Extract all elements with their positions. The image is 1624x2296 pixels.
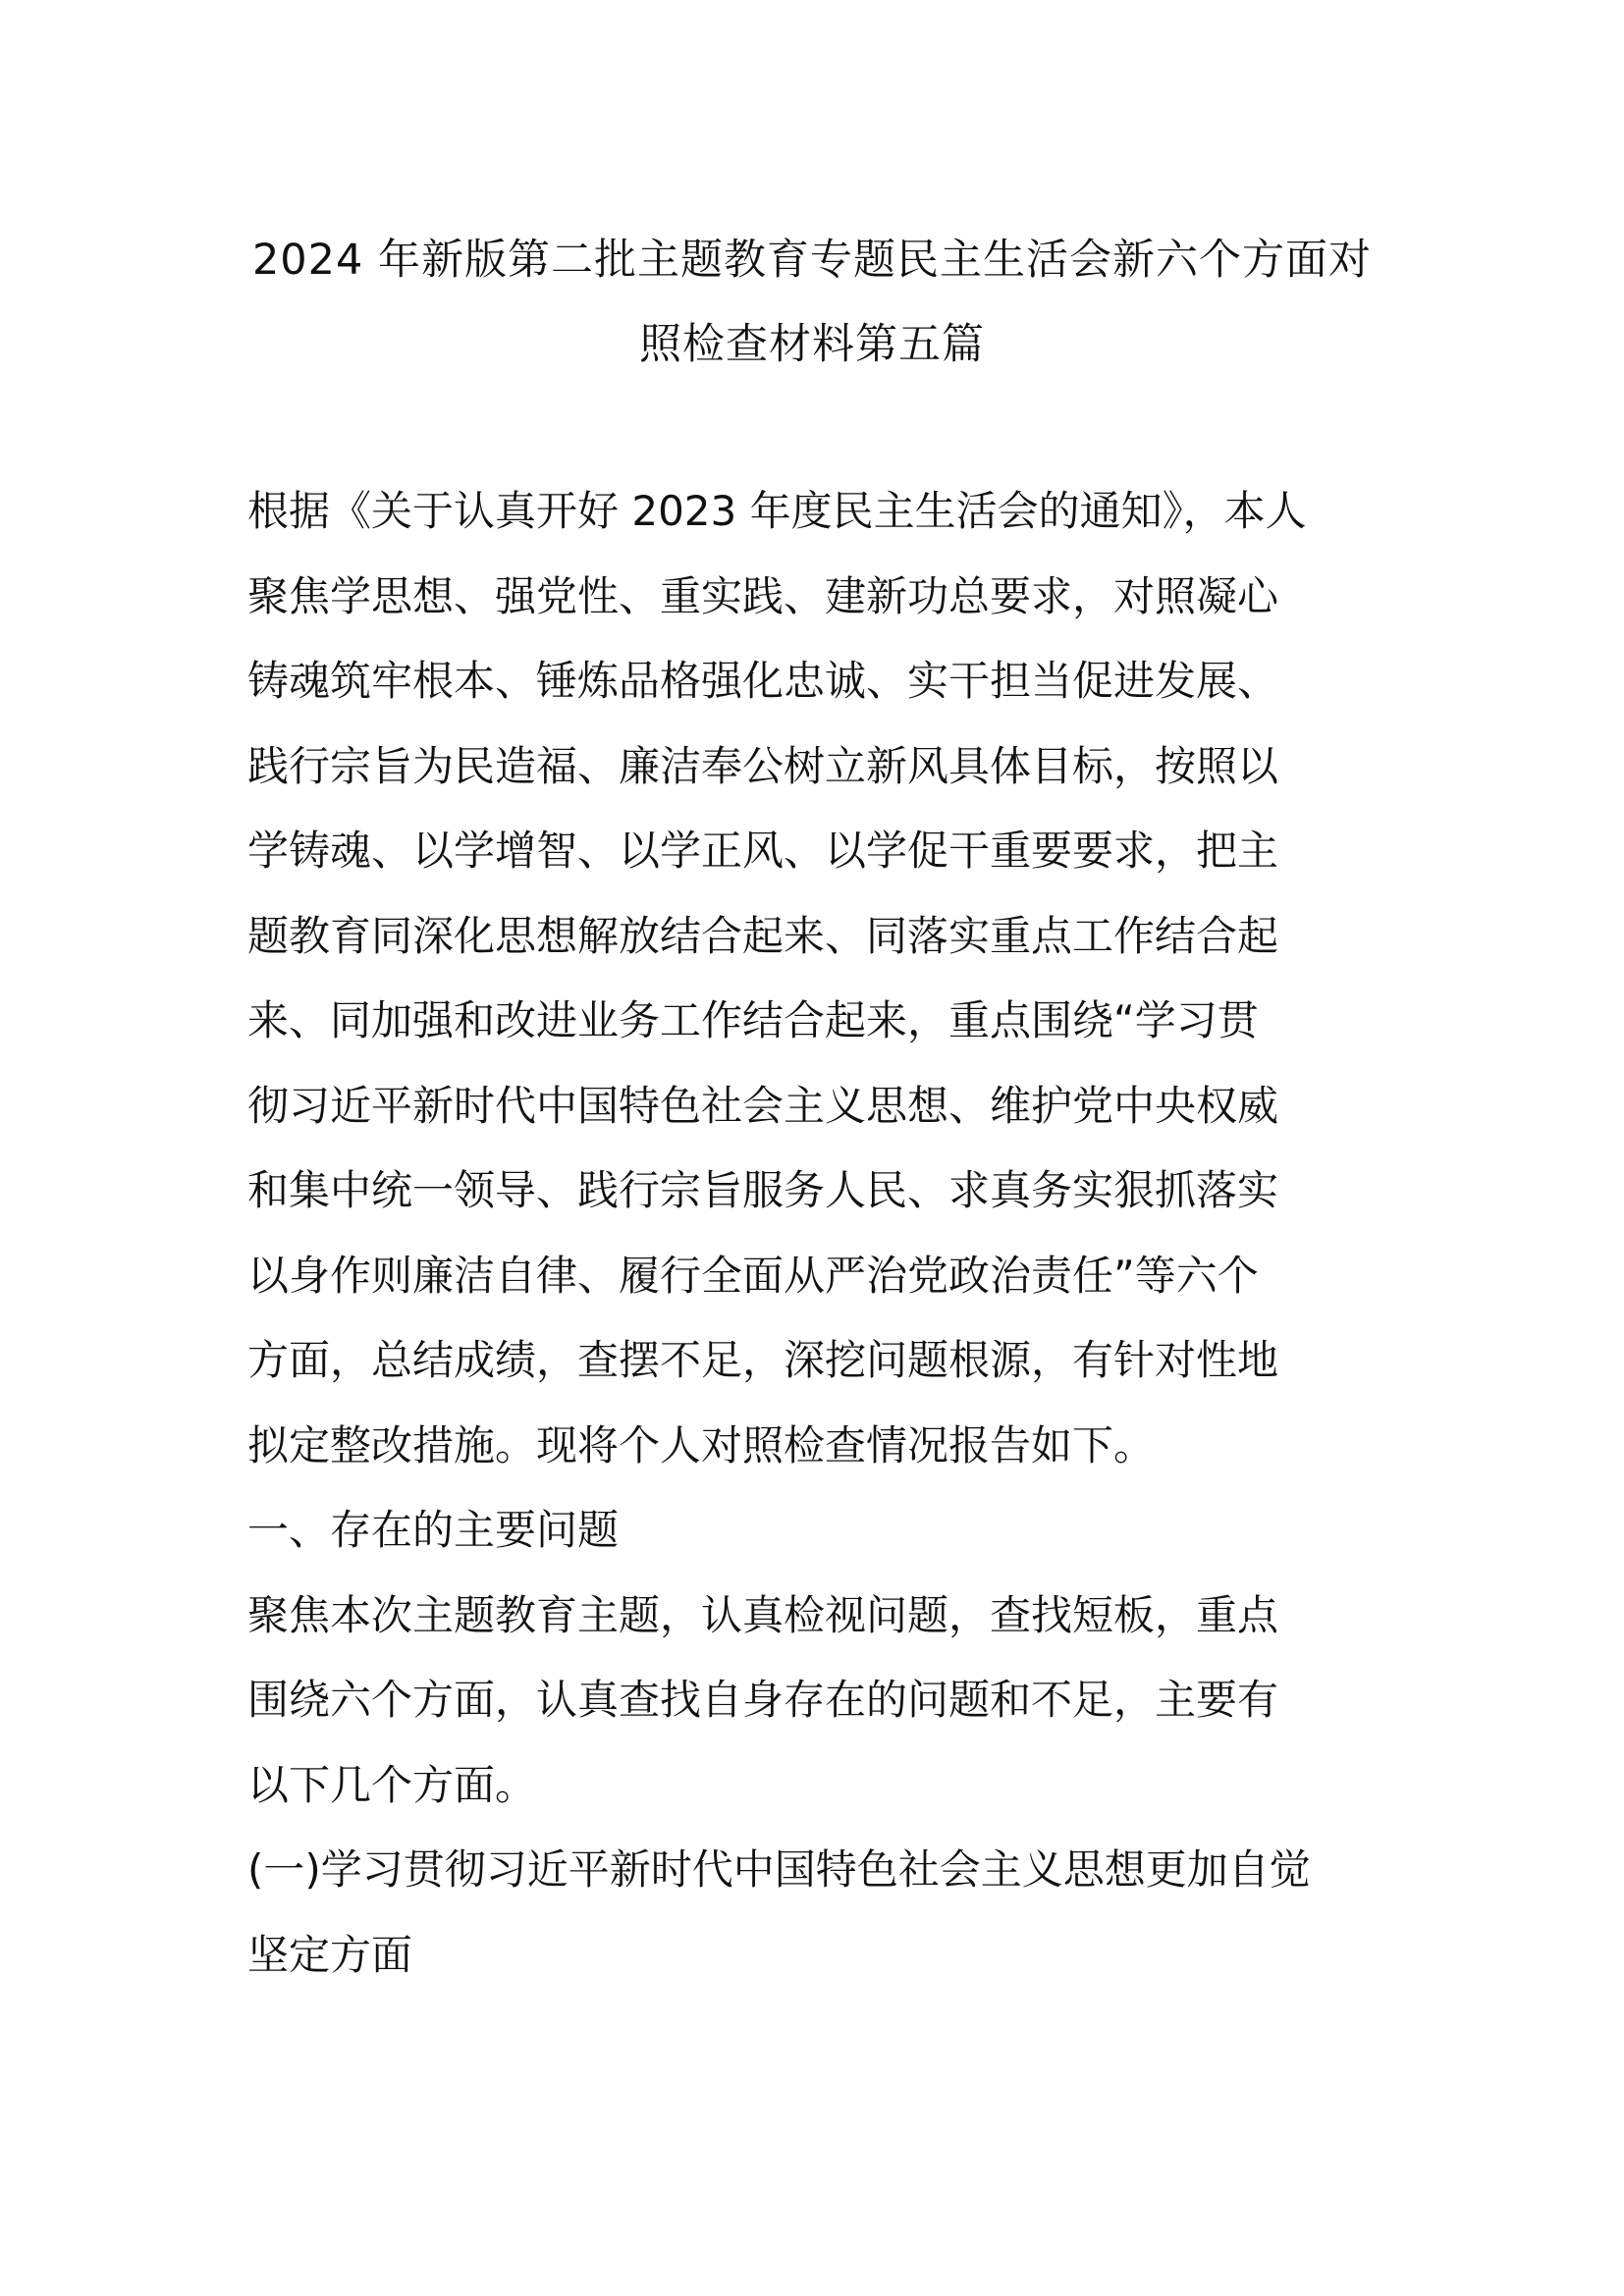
body-line: 践行宗旨为民造福、廉洁奉公树立新风具体目标，按照以	[247, 741, 1279, 790]
subsection-heading: 坚定方面	[247, 1930, 413, 1979]
body-line: 来、同加强和改进业务工作结合起来，重点围绕“学习贯	[247, 996, 1259, 1044]
body-line: 聚焦学思想、强党性、重实践、建新功总要求，对照凝心	[247, 571, 1279, 620]
section-heading: 一、存在的主要问题	[247, 1506, 620, 1554]
body-line: 围绕六个方面，认真查找自身存在的问题和不足，主要有	[247, 1676, 1279, 1724]
document-title	[236, 218, 1388, 387]
document-body	[247, 469, 1386, 1998]
body-line: 铸魂筑牢根本、锤炼品格强化忠诚、实干担当促进发展、	[247, 657, 1279, 705]
body-line: 根据《关于认真开好 2023 年度民主生活会的通知》，本人	[247, 487, 1307, 535]
subsection-heading: (一)学习贯彻习近平新时代中国特色社会主义思想更加自觉	[247, 1845, 1311, 1894]
body-line: 以身作则廉洁自律、履行全面从严治党政治责任”等六个	[247, 1251, 1259, 1300]
body-line: 学铸魂、以学增智、以学正风、以学促干重要要求，把主	[247, 827, 1279, 875]
body-line: 以下几个方面。	[247, 1760, 537, 1809]
title-line: 2024 年新版第二批主题教育专题民主生活会新六个方面对	[251, 236, 1373, 285]
body-line: 聚焦本次主题教育主题，认真检视问题，查找短板，重点	[247, 1590, 1279, 1639]
body-line: 题教育同深化思想解放结合起来、同落实重点工作结合起	[247, 911, 1279, 960]
body-line: 拟定整改措施。现将个人对照检查情况报告如下。	[247, 1420, 1156, 1469]
body-line: 和集中统一领导、践行宗旨服务人民、求真务实狠抓落实	[247, 1166, 1279, 1214]
title-line: 照检查材料第五篇	[639, 320, 985, 369]
body-line: 彻习近平新时代中国特色社会主义思想、维护党中央权威	[247, 1081, 1279, 1130]
body-line: 方面，总结成绩，查摆不足，深挖问题根源，有针对性地	[247, 1336, 1279, 1384]
